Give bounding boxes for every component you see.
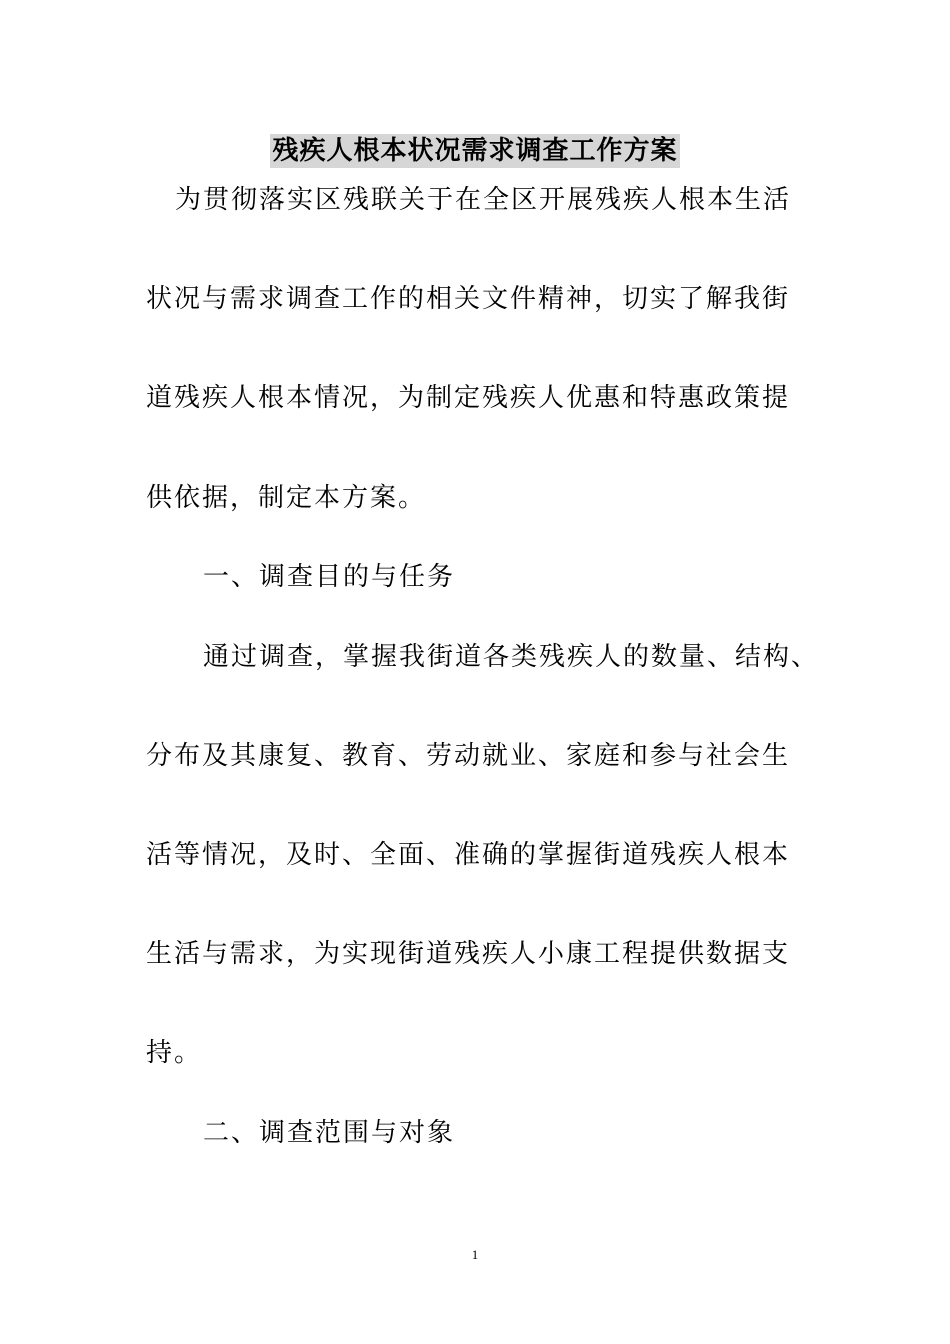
paragraph-line-3: 道残疾人根本情况，为制定残疾人优惠和特惠政策提 bbox=[146, 383, 791, 413]
section-heading-2: 二、调查范围与对象 bbox=[203, 1118, 456, 1148]
paragraph-line-8: 生活与需求，为实现街道残疾人小康工程提供数据支 bbox=[146, 939, 791, 969]
paragraph-line-5: 通过调查，掌握我街道各类残疾人的数量、结构、 bbox=[203, 642, 820, 672]
paragraph-line-9: 持。 bbox=[146, 1038, 203, 1068]
page-number: 1 bbox=[471, 1247, 479, 1262]
paragraph-line-7: 活等情况，及时、全面、准确的掌握街道残疾人根本 bbox=[146, 840, 791, 870]
paragraph-line-1: 为贯彻落实区残联关于在全区开展残疾人根本生活 bbox=[175, 185, 792, 215]
section-heading-1: 一、调查目的与任务 bbox=[203, 562, 456, 592]
document-title bbox=[0, 131, 950, 171]
paragraph-line-6: 分布及其康复、教育、劳动就业、家庭和参与社会生 bbox=[146, 741, 791, 771]
paragraph-line-4: 供依据，制定本方案。 bbox=[146, 483, 427, 513]
paragraph-line-2: 状况与需求调查工作的相关文件精神，切实了解我街 bbox=[146, 284, 791, 314]
document-title-text: 残疾人根本状况需求调查工作方案 bbox=[272, 136, 678, 166]
